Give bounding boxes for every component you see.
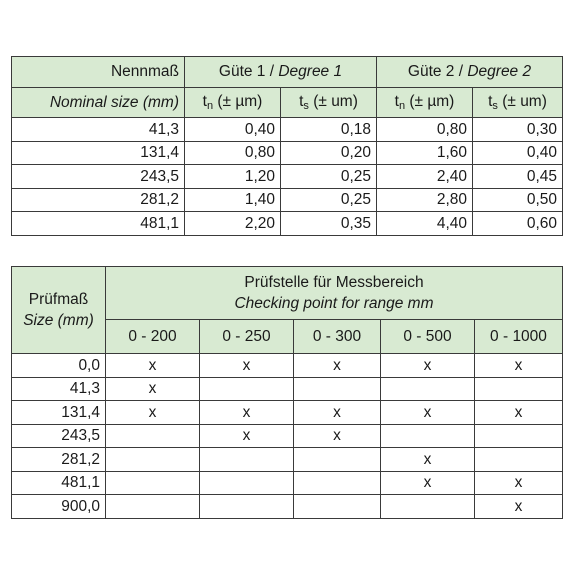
check-mark-cell: x bbox=[475, 471, 563, 495]
grade2-ts-header: $t_s$ (± um) bbox=[473, 88, 563, 118]
grade1-header bbox=[185, 57, 377, 88]
check-mark-cell: x bbox=[381, 401, 475, 425]
range-header: 0 - 250 bbox=[200, 320, 294, 354]
checking-title-en: Checking point for range mm bbox=[234, 295, 434, 312]
check-mark-cell bbox=[475, 448, 563, 472]
check-mark-cell bbox=[381, 424, 475, 448]
tolerance-cell: 2,80 bbox=[377, 188, 473, 212]
check-mark-cell bbox=[475, 377, 563, 401]
tolerance-body bbox=[12, 118, 563, 236]
check-mark-cell bbox=[200, 377, 294, 401]
range-header: 0 - 200 bbox=[106, 320, 200, 354]
check-mark-cell: x bbox=[200, 354, 294, 378]
tolerance-table bbox=[11, 56, 563, 236]
check-mark-cell: x bbox=[475, 354, 563, 378]
check-mark-cell: x bbox=[106, 354, 200, 378]
size-cell: 900,0 bbox=[12, 495, 106, 519]
tolerance-cell: 0,35 bbox=[281, 212, 377, 236]
table-row bbox=[12, 354, 563, 378]
tolerance-cell: 0,80 bbox=[185, 141, 281, 165]
size-cell: 41,3 bbox=[12, 377, 106, 401]
table-row bbox=[12, 165, 563, 189]
check-mark-cell bbox=[106, 471, 200, 495]
grade2-tn-header: $t_n$ (± µm) bbox=[377, 88, 473, 118]
size-header bbox=[12, 267, 106, 354]
check-mark-cell bbox=[294, 377, 381, 401]
check-mark-cell: x bbox=[294, 424, 381, 448]
table-row bbox=[12, 212, 563, 236]
nominal-size-label-de: Nennmaß bbox=[12, 57, 185, 88]
checking-header-row bbox=[12, 267, 563, 320]
tolerance-cell: 0,18 bbox=[281, 118, 377, 142]
table-row bbox=[12, 424, 563, 448]
table-row bbox=[12, 118, 563, 142]
check-mark-cell: x bbox=[106, 377, 200, 401]
range-header: 0 - 1000 bbox=[475, 320, 563, 354]
nominal-size-cell: 131,4 bbox=[12, 141, 185, 165]
tolerance-cell: 0,25 bbox=[281, 165, 377, 189]
grade1-de: Güte 1 / bbox=[218, 63, 279, 81]
check-mark-cell: x bbox=[294, 354, 381, 378]
tolerance-cell: 1,40 bbox=[185, 188, 281, 212]
check-mark-cell: x bbox=[475, 401, 563, 425]
tolerance-cell: 0,40 bbox=[473, 141, 563, 165]
check-mark-cell bbox=[106, 448, 200, 472]
grade2-en: Degree 2 bbox=[467, 63, 532, 81]
size-label-de: Prüfmaß bbox=[28, 290, 89, 308]
check-mark-cell bbox=[106, 495, 200, 519]
grade2-header bbox=[377, 57, 563, 88]
table-row bbox=[12, 448, 563, 472]
check-mark-cell bbox=[381, 377, 475, 401]
check-mark-cell: x bbox=[294, 401, 381, 425]
size-cell: 281,2 bbox=[12, 448, 106, 472]
table-row bbox=[12, 495, 563, 519]
checking-points-table bbox=[11, 266, 563, 519]
check-mark-cell bbox=[106, 424, 200, 448]
grade1-en: Degree 1 bbox=[278, 63, 343, 81]
check-mark-cell: x bbox=[381, 448, 475, 472]
table-row bbox=[12, 401, 563, 425]
check-mark-cell: x bbox=[475, 495, 563, 519]
size-cell: 0,0 bbox=[12, 354, 106, 378]
check-mark-cell bbox=[200, 471, 294, 495]
check-mark-cell: x bbox=[381, 471, 475, 495]
size-cell: 481,1 bbox=[12, 471, 106, 495]
nominal-size-cell: 243,5 bbox=[12, 165, 185, 189]
tolerance-cell: 4,40 bbox=[377, 212, 473, 236]
check-mark-cell bbox=[294, 448, 381, 472]
tolerance-header-row bbox=[12, 57, 563, 88]
tolerance-cell: 2,40 bbox=[377, 165, 473, 189]
tolerance-subheader-row bbox=[12, 88, 563, 118]
check-mark-cell bbox=[294, 471, 381, 495]
nominal-size-cell: 481,1 bbox=[12, 212, 185, 236]
tolerance-cell: 0,25 bbox=[281, 188, 377, 212]
tolerance-cell: 0,40 bbox=[185, 118, 281, 142]
tolerance-cell: 0,30 bbox=[473, 118, 563, 142]
check-mark-cell bbox=[381, 495, 475, 519]
table-row bbox=[12, 141, 563, 165]
table-row bbox=[12, 188, 563, 212]
check-mark-cell: x bbox=[200, 424, 294, 448]
check-mark-cell: x bbox=[106, 401, 200, 425]
size-cell: 131,4 bbox=[12, 401, 106, 425]
size-label-en: Size (mm) bbox=[23, 312, 94, 329]
check-mark-cell: x bbox=[381, 354, 475, 378]
checking-point-title bbox=[106, 267, 563, 320]
tolerance-cell: 0,45 bbox=[473, 165, 563, 189]
checking-title-de: Prüfstelle für Messbereich bbox=[244, 273, 424, 291]
tolerance-cell: 0,50 bbox=[473, 188, 563, 212]
tolerance-cell: 1,60 bbox=[377, 141, 473, 165]
check-mark-cell bbox=[294, 495, 381, 519]
check-mark-cell bbox=[200, 495, 294, 519]
check-mark-cell: x bbox=[200, 401, 294, 425]
check-mark-cell bbox=[475, 424, 563, 448]
nominal-size-cell: 41,3 bbox=[12, 118, 185, 142]
range-header: 0 - 500 bbox=[381, 320, 475, 354]
tolerance-cell: 0,80 bbox=[377, 118, 473, 142]
tolerance-cell: 0,60 bbox=[473, 212, 563, 236]
nominal-size-label-en: Nominal size (mm) bbox=[12, 88, 185, 118]
grade2-de: Güte 2 / bbox=[407, 63, 468, 81]
range-header: 0 - 300 bbox=[294, 320, 381, 354]
checking-body bbox=[12, 354, 563, 519]
nominal-size-cell: 281,2 bbox=[12, 188, 185, 212]
grade1-tn-header: $t_n$ (± µm) bbox=[185, 88, 281, 118]
grade1-ts-header: $t_s$ (± um) bbox=[281, 88, 377, 118]
table-row bbox=[12, 377, 563, 401]
tolerance-cell: 2,20 bbox=[185, 212, 281, 236]
table-row bbox=[12, 471, 563, 495]
tolerance-cell: 0,20 bbox=[281, 141, 377, 165]
check-mark-cell bbox=[200, 448, 294, 472]
tolerance-cell: 1,20 bbox=[185, 165, 281, 189]
size-cell: 243,5 bbox=[12, 424, 106, 448]
